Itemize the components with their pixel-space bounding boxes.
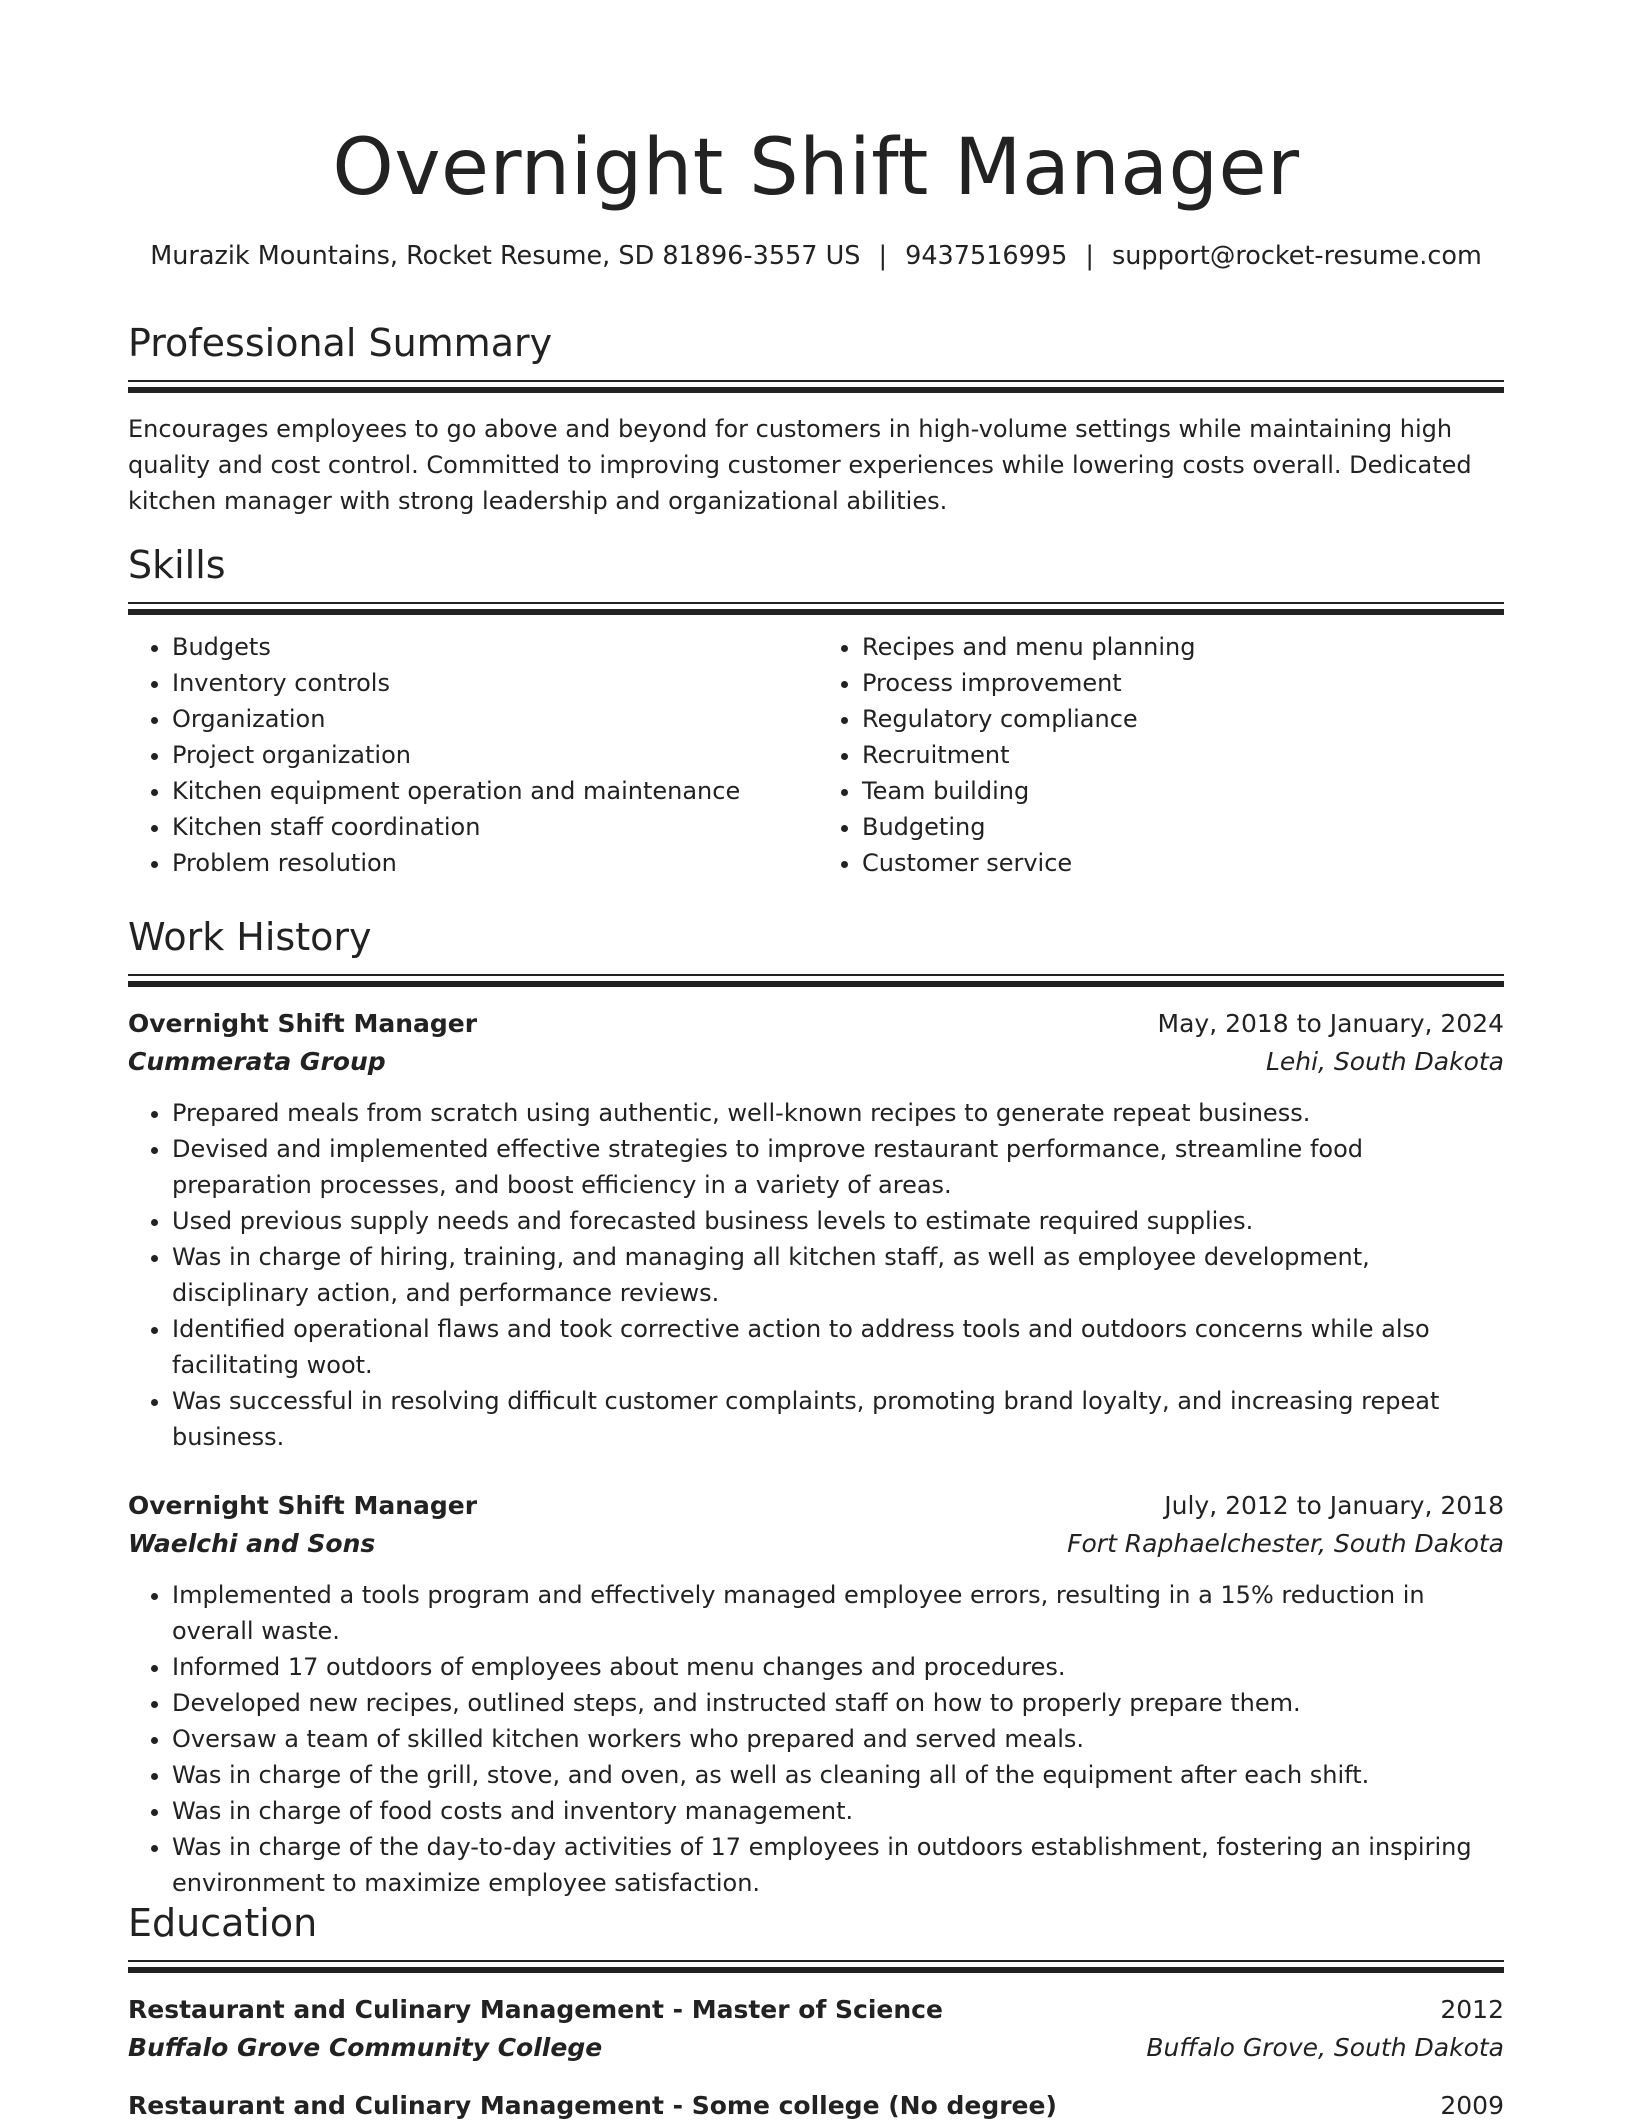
section-divider — [128, 1960, 1504, 1962]
section-divider — [128, 981, 1504, 987]
job-bullet: • Was in charge of food costs and inventory management. — [172, 1793, 1504, 1829]
job-location: Fort Raphaelchester, South Dakota — [1067, 1529, 1504, 1558]
contact-line — [112, 238, 1520, 274]
education-heading: Education — [128, 1901, 318, 1945]
summary-heading: Professional Summary — [128, 321, 553, 365]
job-bullet: • Identified operational flaws and took corrective action to address tools and outdoors concerns while also facilitating woot. — [172, 1311, 1504, 1383]
job-dates: May, 2018 to January, 2024 — [1157, 1009, 1504, 1038]
job-title: Overnight Shift Manager — [128, 1491, 478, 1520]
skill-item: • Regulatory compliance — [862, 701, 1504, 737]
job-bullet: • Was in charge of the grill, stove, and oven, as well as cleaning all of the equipment after each shift. — [172, 1757, 1504, 1793]
job-entry — [128, 1487, 1504, 1901]
skill-item: • Recipes and menu planning — [862, 629, 1504, 665]
skill-item: • Budgeting — [862, 809, 1504, 845]
job-bullet: • Developed new recipes, outlined steps, and instructed staff on how to properly prepare them. — [172, 1685, 1504, 1721]
job-bullets — [128, 1577, 1504, 1901]
job-bullet: • Devised and implemented effective strategies to improve restaurant performance, streamline food preparation processes, and boost efficiency in a variety of areas. — [172, 1131, 1504, 1203]
work-history-section — [128, 912, 1504, 1901]
education-location: Buffalo Grove, South Dakota — [1146, 2033, 1504, 2062]
job-company: Cummerata Group — [128, 1047, 386, 1076]
education-section — [128, 1898, 1504, 2125]
skill-item: • Budgets — [172, 629, 814, 665]
education-school: Buffalo Grove Community College — [128, 2033, 603, 2062]
job-bullet: • Used previous supply needs and forecasted business levels to estimate required supplies. — [172, 1203, 1504, 1239]
education-entry — [128, 1991, 1504, 2067]
summary-text: Encourages employees to go above and beyond for customers in high-volume settings while maintaining high quality and cost control. Committed to improving customer experiences while lowering costs overall. Dedicated kitchen manager with strong leadership and organizational abilities. — [128, 415, 1472, 515]
skill-item: • Process improvement — [862, 665, 1504, 701]
section-divider — [128, 974, 1504, 976]
skill-item: • Recruitment — [862, 737, 1504, 773]
education-degree: Restaurant and Culinary Management - Some college (No degree) — [128, 2091, 1057, 2120]
contact-phone: 9437516995 — [905, 241, 1068, 271]
job-bullet: • Prepared meals from scratch using authentic, well-known recipes to generate repeat business. — [172, 1095, 1504, 1131]
job-bullet: • Implemented a tools program and effectively managed employee errors, resulting in a 15% reduction in overall waste. — [172, 1577, 1504, 1649]
skill-item: • Inventory controls — [172, 665, 814, 701]
job-title: Overnight Shift Manager — [128, 1009, 478, 1038]
job-entry — [128, 1005, 1504, 1455]
skills-list — [128, 629, 1504, 881]
job-location: Lehi, South Dakota — [1265, 1047, 1504, 1076]
skills-column-left — [128, 629, 814, 881]
skill-item: • Customer service — [862, 845, 1504, 881]
job-bullet: • Was in charge of the day-to-day activities of 17 employees in outdoors establishment, fostering an inspiring environment to maximize employee satisfaction. — [172, 1829, 1504, 1901]
skill-item: • Problem resolution — [172, 845, 814, 881]
section-divider — [128, 609, 1504, 615]
skills-column-right — [814, 629, 1504, 881]
job-company: Waelchi and Sons — [128, 1529, 376, 1558]
work-history-heading: Work History — [128, 915, 372, 959]
contact-email: support@rocket-resume.com — [1111, 241, 1482, 271]
job-bullet: • Oversaw a team of skilled kitchen workers who prepared and served meals. — [172, 1721, 1504, 1757]
job-bullets — [128, 1095, 1504, 1455]
skill-item: • Organization — [172, 701, 814, 737]
job-bullet: • Informed 17 outdoors of employees about menu changes and procedures. — [172, 1649, 1504, 1685]
section-divider — [128, 1967, 1504, 1973]
contact-address: Murazik Mountains, Rocket Resume, SD 81896-3557 US — [150, 241, 861, 271]
section-divider — [128, 380, 1504, 382]
skills-heading: Skills — [128, 543, 226, 587]
skills-section — [128, 540, 1504, 881]
contact-separator: | — [878, 241, 888, 271]
resume-title: Overnight Shift Manager — [332, 123, 1300, 213]
skill-item: • Kitchen staff coordination — [172, 809, 814, 845]
summary-section — [128, 318, 1504, 519]
job-bullet: • Was in charge of hiring, training, and managing all kitchen staff, as well as employee development, disciplinary action, and performance reviews. — [172, 1239, 1504, 1311]
section-divider — [128, 387, 1504, 393]
section-divider — [128, 602, 1504, 604]
job-dates: July, 2012 to January, 2018 — [1164, 1491, 1504, 1520]
skill-item: • Project organization — [172, 737, 814, 773]
education-degree: Restaurant and Culinary Management - Master of Science — [128, 1995, 943, 2024]
skill-item: • Kitchen equipment operation and maintenance — [172, 773, 814, 809]
education-year: 2012 — [1440, 1995, 1504, 2024]
education-entry — [128, 2087, 1504, 2125]
skill-item: • Team building — [862, 773, 1504, 809]
education-year: 2009 — [1440, 2091, 1504, 2120]
job-bullet: • Was successful in resolving difficult customer complaints, promoting brand loyalty, and increasing repeat business. — [172, 1383, 1504, 1455]
contact-separator: | — [1085, 241, 1094, 271]
